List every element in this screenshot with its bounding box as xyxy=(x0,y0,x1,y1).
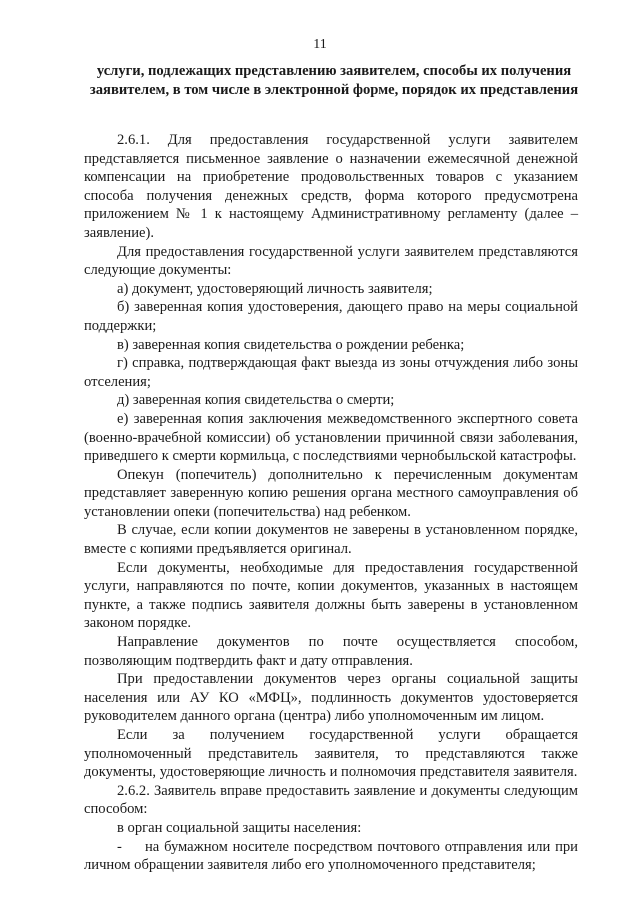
list-item-document-d: д) заверенная копия свидетельства о смерти; xyxy=(117,392,395,409)
list-item-document-v: в) заверенная копия свидетельства о рождении ребенка; xyxy=(117,336,465,353)
paragraph-social-org: в орган социальной защиты населения: xyxy=(117,819,362,836)
document-body xyxy=(84,130,578,875)
list-item-paper-medium xyxy=(84,838,578,875)
paragraph-2-6-1: 2.6.1. Для предоставления государственной услуги заявителем представляется письменное заявление о назначении ежемесячной денежной компенсации на приобретение продовольственных товаров с указанием способа получения денежных средств, форма которого предусмотрена приложением № 1 к настоящему Административному регламенту (далее – заявление). xyxy=(84,132,578,241)
paragraph-representative: Если за получением государственной услуги обращается уполномоченный представитель заявителя, то представляются также документы, удостоверяющие личность и полномочия представителя заявителя. xyxy=(84,727,578,781)
paragraph-mail-method: Направление документов по почте осуществляется способом, позволяющим подтвердить факт и дату отправления. xyxy=(84,634,578,669)
list-item-paper-medium-text: на бумажном носителе посредством почтового отправления или при личном обращении заявителя либо его уполномоченного представителя; xyxy=(84,838,578,874)
section-heading: услуги, подлежащих представлению заявителем, способы их получения заявителем, в том числе в электронной форме, порядок их представления xyxy=(89,63,579,98)
list-dash: - xyxy=(117,838,122,855)
list-item-document-b: б) заверенная копия удостоверения, дающего право на меры социальной поддержки; xyxy=(84,299,578,334)
list-item-document-g: г) справка, подтверждающая факт выезда из зоны отчуждения либо зоны отселения; xyxy=(84,355,578,390)
page-number: 11 xyxy=(313,37,327,52)
list-item-document-e: е) заверенная копия заключения межведомственного экспертного совета (военно-врачебной комиссии) об установлении причинной связи заболевания, приведшего к смерти кормильца, с последствиями чернобыльской катастрофы. xyxy=(84,410,578,465)
paragraph-documents-intro: Для предоставления государственной услуги заявителем представляются следующие документы: xyxy=(84,243,578,279)
paragraph-by-mail: Если документы, необходимые для предоставления государственной услуги, направляются по почте, копии документов, указанных в настоящем пункте, а также подпись заявителя должны быть заверены в установленном законом порядке. xyxy=(84,559,578,632)
paragraph-guardian: Опекун (попечитель) дополнительно к перечисленным документам представляет заверенную копию решения органа местного самоуправления об установлении опеки (попечительства) над ребенком. xyxy=(84,466,578,520)
paragraph-not-certified: В случае, если копии документов не заверены в установленном порядке, вместе с копиями предъявляется оригинал. xyxy=(84,522,578,558)
paragraph-2-6-2: 2.6.2. Заявитель вправе предоставить заявление и документы следующим способом: xyxy=(84,782,578,818)
paragraph-authenticity: При предоставлении документов через органы социальной защиты населения или АУ КО «МФЦ», подлинность документов удостоверяется руководителем данного органа (центра) либо уполномоченным им лицом. xyxy=(84,671,578,725)
list-item-document-a: а) документ, удостоверяющий личность заявителя; xyxy=(117,280,433,297)
